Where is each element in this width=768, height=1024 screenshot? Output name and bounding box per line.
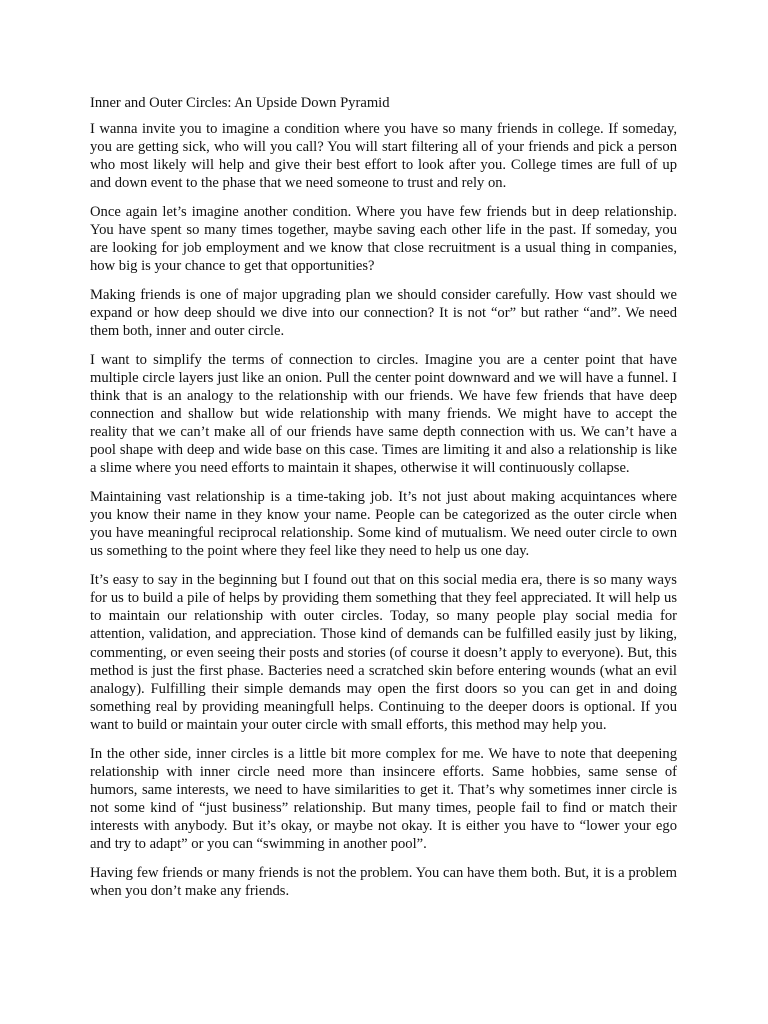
document-page	[90, 94, 677, 911]
paragraph-5: Maintaining vast relationship is a time-taking job. It’s not just about making acquintances where you know their name in they know your name. People can be categorized as the outer circle when you have meaningful reciprocal relationship. Some kind of mutualism. We need outer circle to own us something to the point where they feel like they need to help us one day.	[90, 489, 677, 560]
paragraph-6: It’s easy to say in the beginning but I found out that on this social media era, there is so many ways for us to build a pile of helps by providing them something that they feel appreciated. It will help us to maintain our relationship with outer circles. Today, so many people play social media for attention, validation, and appreciation. Those kind of demands can be fulfilled easily just by liking, commenting, or even seeing their posts and stories (of course it doesn’t apply to everyone). But, this method is just the first phase. Bacteries need a scratched skin before entering wounds (what an evil analogy). Fulfilling their simple demands may open the first doors so you can get in and doing something real by providing meaningfull helps. Continuing to the deeper doors is optional. If you want to build or maintain your outer circle with small efforts, this method may help you.	[90, 572, 677, 733]
paragraph-8: Having few friends or many friends is not the problem. You can have them both. But, it is a problem when you don’t make any friends.	[90, 864, 677, 899]
document-title: Inner and Outer Circles: An Upside Down Pyramid	[90, 95, 390, 111]
paragraph-7: In the other side, inner circles is a little bit more complex for me. We have to note that deepening relationship with inner circle need more than insincere efforts. Same hobbies, same sense of humors, same interests, we need to have similarities to get it. That’s why sometimes inner circle is not some kind of “just business” relationship. But many times, people fail to find or match their interests with anybody. But it’s okay, or maybe not okay. It is either you have to “lower your ego and try to adapt” or you can “swimming in another pool”.	[90, 745, 677, 853]
paragraph-3: Making friends is one of major upgrading plan we should consider carefully. How vast should we expand or how deep should we dive into our connection? It is not “or” but rather “and”. We need them both, inner and outer circle.	[90, 287, 677, 340]
paragraph-4: I want to simplify the terms of connection to circles. Imagine you are a center point that have multiple circle layers just like an onion. Pull the center point downward and we will have a funnel. I think that is an analogy to the relationship with our friends. We have few friends that have deep connection and shallow but wide relationship with many friends. We might have to accept the reality that we can’t make all of our friends have same depth connection with us. We can’t have a pool shape with deep and wide base on this case. Times are limiting it and also a relationship is like a slime where you need efforts to maintain it shapes, otherwise it will continuously collapse.	[90, 351, 677, 477]
paragraph-2: Once again let’s imagine another condition. Where you have few friends but in deep relationship. You have spent so many times together, maybe saving each other life in the past. If someday, you are looking for job employment and we know that close recruitment is a usual thing in companies, how big is your chance to get that opportunities?	[90, 204, 677, 275]
paragraph-1: I wanna invite you to imagine a condition where you have so many friends in college. If someday, you are getting sick, who will you call? You will start filtering all of your friends and pick a person who most likely will help and give their best effort to look after you. College times are full of up and down event to the phase that we need someone to trust and rely on.	[90, 121, 677, 192]
